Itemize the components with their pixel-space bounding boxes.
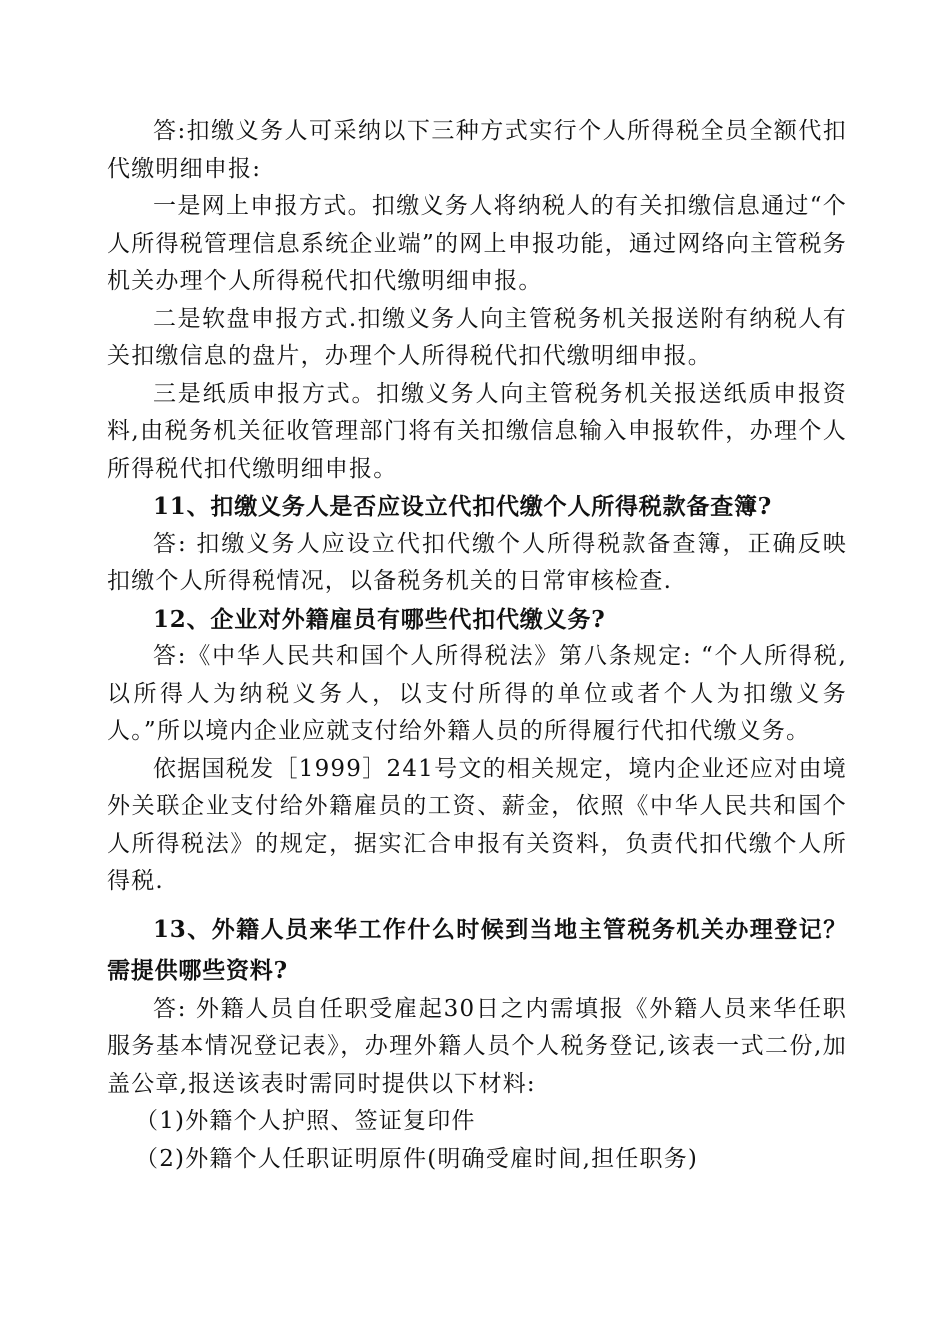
answer-13-item-2: （2)外籍个人任职证明原件(明确受雇时间,担任职务) <box>135 1145 699 1172</box>
answer-11: 答: 扣缴义务人应设立代扣代缴个人所得税款备查簿，正确反映扣缴个人所得税情况，以备税务机关的日常审核检查. <box>107 530 847 594</box>
answer-10-method-1: 一是网上申报方式。扣缴义务人将纳税人的有关扣缴信息通过“个人所得税管理信息系统企业端”的网上申报功能，通过网络向主管税务机关办理个人所得税代扣代缴明细申报。 <box>107 193 847 294</box>
answer-10-method-2: 二是软盘申报方式.扣缴义务人向主管税务机关报送附有纳税人有关扣缴信息的盘片，办理个人所得税代扣代缴明细申报。 <box>107 305 847 369</box>
answer-10-intro: 答:扣缴义务人可采纳以下三种方式实行个人所得税全员全额代扣代缴明细申报: <box>107 118 847 182</box>
question-11-heading: 11、扣缴义务人是否应设立代扣代缴个人所得税款备查簿? <box>153 493 773 520</box>
answer-12-notice: 依据国税发［1999］241号文的相关规定，境内企业还应对由境外关联企业支付给外籍雇员的工资、薪金，依照《中华人民共和国个人所得税法》的规定，据实汇合申报有关资料，负责代扣代缴个人所得税. <box>107 755 847 894</box>
answer-10-method-3: 三是纸质申报方式。扣缴义务人向主管税务机关报送纸质申报资料,由税务机关征收管理部门将有关扣缴信息输入申报软件，办理个人所得税代扣代缴明细申报。 <box>107 380 847 482</box>
answer-12-law: 答:《中华人民共和国个人所得税法》第八条规定: “个人所得税,以所得人为纳税义务人，以支付所得的单位或者个人为扣缴义务人。”所以境内企业应就支付给外籍人员的所得履行代扣代缴义务。 <box>107 643 847 744</box>
question-13-heading: 13、外籍人员来华工作什么时候到当地主管税务机关办理登记？需提供哪些资料? <box>107 915 847 984</box>
question-12-heading: 12、企业对外籍雇员有哪些代扣代缴义务? <box>153 605 606 633</box>
answer-13-item-1: （1)外籍个人护照、签证复印件 <box>135 1108 476 1134</box>
document-body <box>107 113 847 1178</box>
answer-13: 答: 外籍人员自任职受雇起30日之内需填报《外籍人员来华任职服务基本情况登记表》，办理外籍人员个人税务登记,该表一式二份,加盖公章,报送该表时需同时提供以下材料: <box>107 995 847 1097</box>
